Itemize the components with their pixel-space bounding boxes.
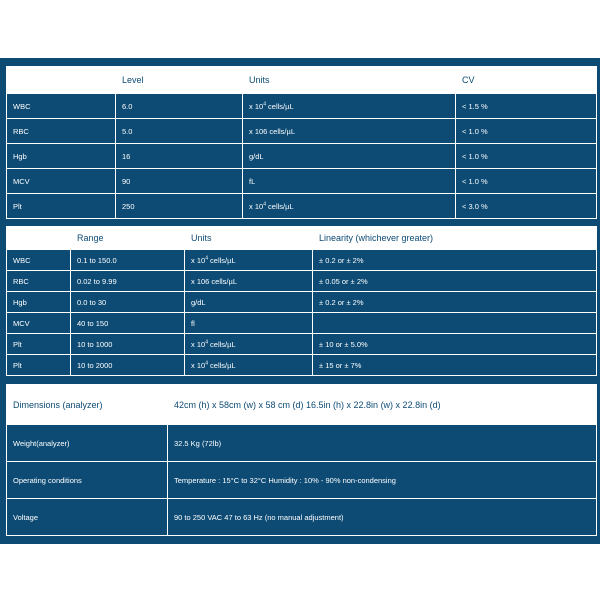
parameter-cell: Plt <box>7 334 71 355</box>
linearity-cell: ± 0.2 or ± 2% <box>313 250 597 271</box>
range-cell: 40 to 150 <box>71 313 185 334</box>
parameter-cell: RBC <box>7 119 116 144</box>
units-exponent: 4 <box>205 339 208 345</box>
table-row <box>7 355 597 376</box>
units-suffix: cells/µL <box>207 255 236 265</box>
range-cell: 0.1 to 150.0 <box>71 250 185 271</box>
level-cell: 16 <box>116 144 243 169</box>
table-header-row <box>7 67 597 94</box>
units-prefix: x 10 <box>249 101 264 111</box>
units-exponent: 4 <box>263 201 266 207</box>
cv-cell: < 1.5 % <box>456 94 597 119</box>
units-exponent: 4 <box>205 255 208 261</box>
range-cell: 10 to 2000 <box>71 355 185 376</box>
units-cell <box>185 313 313 334</box>
header-cell: Linearity (whichever greater) <box>313 227 597 250</box>
units-cell <box>243 169 456 194</box>
spec-label-cell: Operating conditions <box>7 462 168 499</box>
header-cell: Level <box>116 67 243 94</box>
units-cell <box>185 334 313 355</box>
table-header-row <box>7 385 597 425</box>
level-cell: 6.0 <box>116 94 243 119</box>
range-cell: 0.02 to 9.99 <box>71 271 185 292</box>
table-row <box>7 250 597 271</box>
cv-cell: < 1.0 % <box>456 119 597 144</box>
table-row <box>7 292 597 313</box>
linearity-cell: ± 10 or ± 5.0% <box>313 334 597 355</box>
units-cell <box>243 94 456 119</box>
table-row <box>7 271 597 292</box>
table-header-row <box>7 227 597 250</box>
spec-value-cell: 32.5 Kg (72lb) <box>168 425 597 462</box>
level-cell: 250 <box>116 194 243 219</box>
linearity-cell <box>313 313 597 334</box>
parameter-cell: MCV <box>7 169 116 194</box>
parameter-cell: Plt <box>7 355 71 376</box>
range-cell: 0.0 to 30 <box>71 292 185 313</box>
units-suffix: cells/µL <box>207 339 236 349</box>
units-exponent: 4 <box>263 101 266 107</box>
units-prefix: g/dL <box>191 297 206 307</box>
table-row <box>7 313 597 334</box>
physical-specs-table <box>6 384 597 536</box>
parameter-cell: WBC <box>7 250 71 271</box>
units-cell <box>243 144 456 169</box>
linearity-cell: ± 15 or ± 7% <box>313 355 597 376</box>
units-cell <box>185 355 313 376</box>
table-row <box>7 425 597 462</box>
header-cell: Range <box>71 227 185 250</box>
dimensions-label: Dimensions (analyzer) <box>7 385 168 425</box>
header-cell: CV <box>456 67 597 94</box>
cv-cell: < 3.0 % <box>456 194 597 219</box>
parameter-cell: Hgb <box>7 144 116 169</box>
spec-value-cell: Temperature : 15°C to 32°C Humidity : 10% - 90% non-condensing <box>168 462 597 499</box>
level-cell: 90 <box>116 169 243 194</box>
units-prefix: x 10 <box>191 360 206 370</box>
parameter-cell: Plt <box>7 194 116 219</box>
units-cell <box>185 292 313 313</box>
units-prefix: g/dL <box>249 151 264 161</box>
units-suffix: cells/µL <box>265 101 294 111</box>
table-row <box>7 169 597 194</box>
table-row <box>7 94 597 119</box>
parameter-cell: WBC <box>7 94 116 119</box>
units-cell <box>243 194 456 219</box>
precision-table <box>6 66 597 219</box>
units-cell <box>185 271 313 292</box>
dimensions-value: 42cm (h) x 58cm (w) x 58 cm (d) 16.5in (h) x 22.8in (w) x 22.8in (d) <box>168 385 597 425</box>
cv-cell: < 1.0 % <box>456 169 597 194</box>
header-cell <box>7 227 71 250</box>
units-prefix: x 10 <box>191 339 206 349</box>
units-cell <box>243 119 456 144</box>
parameter-cell: Hgb <box>7 292 71 313</box>
linearity-table <box>6 226 597 376</box>
units-prefix: x 106 cells/µL <box>191 276 238 286</box>
units-prefix: x 10 <box>249 201 264 211</box>
header-cell <box>7 67 116 94</box>
units-prefix: x 106 cells/µL <box>249 126 296 136</box>
spec-label-cell: Voltage <box>7 499 168 536</box>
header-cell: Units <box>185 227 313 250</box>
units-exponent: 4 <box>205 360 208 366</box>
linearity-cell: ± 0.2 or ± 2% <box>313 292 597 313</box>
range-cell: 10 to 1000 <box>71 334 185 355</box>
units-prefix: fL <box>249 176 256 186</box>
spec-label-cell: Weight(analyzer) <box>7 425 168 462</box>
parameter-cell: RBC <box>7 271 71 292</box>
table-row <box>7 119 597 144</box>
table-row <box>7 144 597 169</box>
table-row <box>7 334 597 355</box>
header-cell: Units <box>243 67 456 94</box>
spec-value-cell: 90 to 250 VAC 47 to 63 Hz (no manual adjustment) <box>168 499 597 536</box>
table-row <box>7 194 597 219</box>
units-cell <box>185 250 313 271</box>
parameter-cell: MCV <box>7 313 71 334</box>
units-suffix: cells/µL <box>265 201 294 211</box>
cv-cell: < 1.0 % <box>456 144 597 169</box>
linearity-cell: ± 0.05 or ± 2% <box>313 271 597 292</box>
units-suffix: cells/µL <box>207 360 236 370</box>
table-row <box>7 499 597 536</box>
table-row <box>7 462 597 499</box>
level-cell: 5.0 <box>116 119 243 144</box>
units-prefix: fl <box>191 318 195 328</box>
units-prefix: x 10 <box>191 255 206 265</box>
